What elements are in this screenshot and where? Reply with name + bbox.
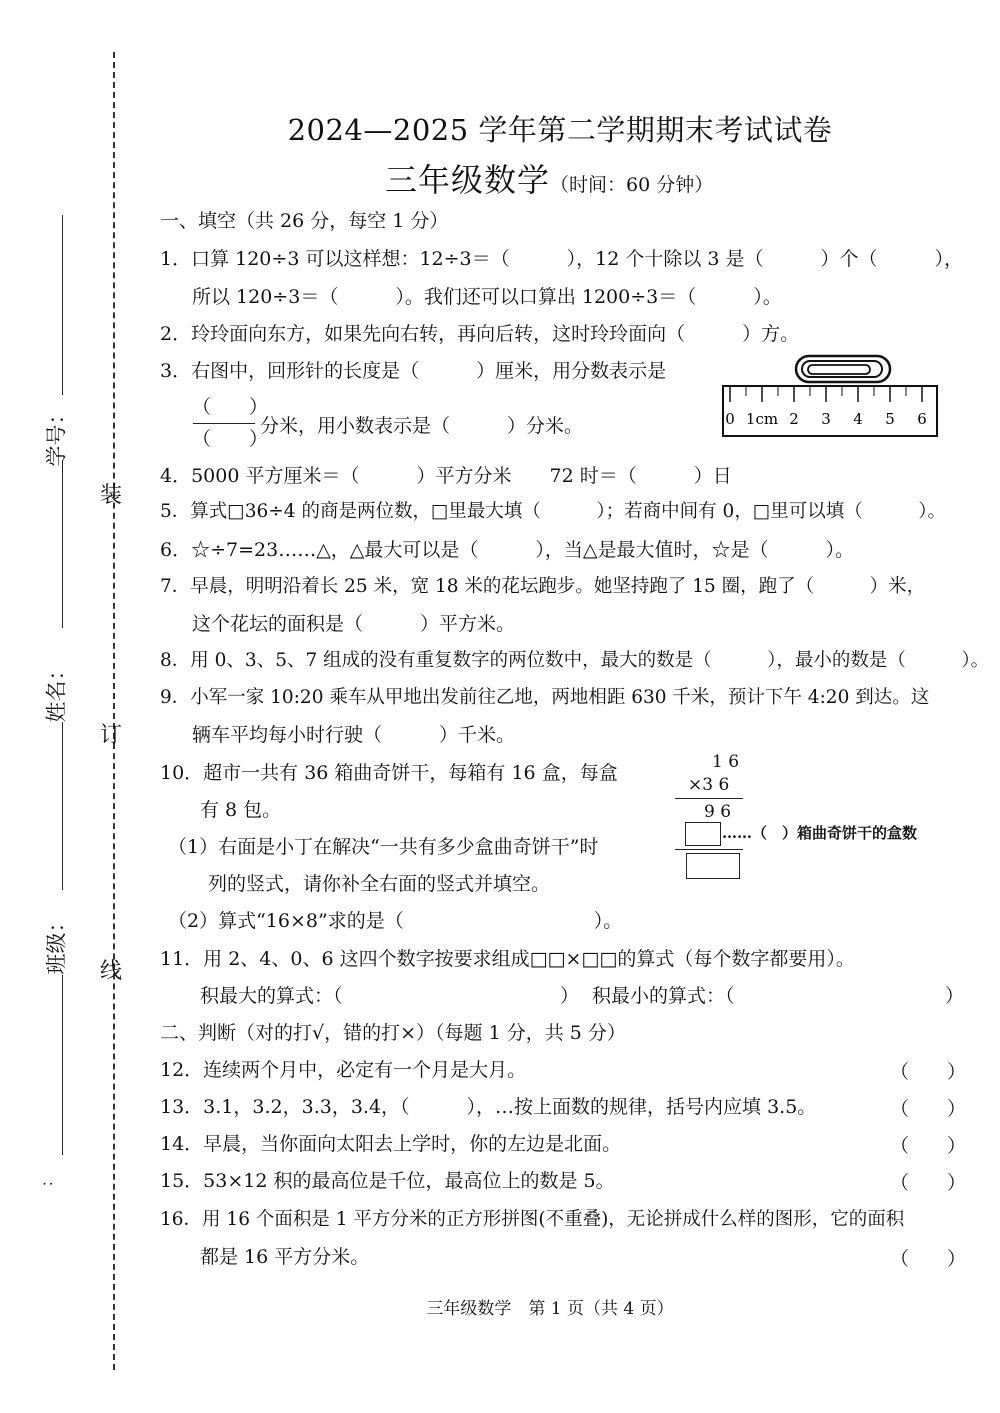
ruler-label: 1cm <box>745 410 779 428</box>
class-blank <box>62 975 63 1155</box>
calc-answer-box2[interactable] <box>686 853 740 879</box>
exam-subject: 三年级数学 <box>385 161 551 199</box>
class-label: 班级： <box>44 911 69 975</box>
exam-time-note: （时间：60 分钟） <box>550 174 714 196</box>
question-12: 12．连续两个月中，必定有一个月是大月。 <box>160 1059 527 1081</box>
question-10-2: （2）算式“16×8”求的是（ ）。 <box>168 910 623 932</box>
calc-row2: ×3 6 <box>688 775 730 795</box>
ruler-label: 6 <box>917 410 927 428</box>
question-6: 6．☆÷7=23……△，△最大可以是（ ），当△是最大值时，☆是（ ）。 <box>160 539 855 561</box>
question-11-min-label: 积最小的算式：（ <box>592 985 735 1007</box>
question-10-line2: 有 8 包。 <box>200 799 282 821</box>
student-id-blank-lower <box>62 460 63 628</box>
question-8: 8．用 0、3、5、7 组成的没有重复数字的两位数中，最大的数是（ ），最小的数是（ ）。 <box>160 650 990 671</box>
question-14: 14．早晨，当你面向太阳去上学时，你的左边是北面。 <box>160 1133 622 1155</box>
question-10-line1: 10．超市一共有 36 箱曲奇饼干，每箱有 16 盒，每盒 <box>160 762 618 784</box>
question-3-line1: 3．右图中，回形针的长度是（ ）厘米，用分数表示是 <box>160 360 667 382</box>
question-1-line2: 所以 120÷3＝（ ）。我们还可以口算出 1200÷3＝（ ）。 <box>192 286 782 308</box>
section1-heading: 一、填空（共 26 分，每空 1 分） <box>160 210 449 232</box>
student-id-label: 学号： <box>44 403 69 467</box>
ruler-label: 2 <box>789 410 799 428</box>
answer-paren-12[interactable]: （ ） <box>890 1061 967 1083</box>
name-blank <box>62 722 63 890</box>
ruler-label: 5 <box>885 410 895 428</box>
calc-note: ……（ ）箱曲奇饼干的盒数 <box>722 824 918 842</box>
question-2: 2．玲玲面向东方，如果先向右转，再向后转，这时玲玲面向（ ）方。 <box>160 323 800 345</box>
answer-paren-13[interactable]: （ ） <box>890 1098 967 1120</box>
binding-char-zhuang: 装 <box>100 483 123 508</box>
calc-row1: 1 6 <box>712 752 740 772</box>
calc-row3: 9 6 <box>704 802 732 822</box>
name-label: 姓名： <box>44 659 69 723</box>
question-3-line2: 分米，用小数表示是（ ）分米。 <box>260 415 584 437</box>
ruler-label: 3 <box>821 410 831 428</box>
school-label: ： <box>37 1171 57 1188</box>
question-3-fraction-bar <box>193 423 255 424</box>
question-9-line2: 辆车平均每小时行驶（ ）千米。 <box>192 724 516 746</box>
binding-char-xian: 线 <box>100 959 123 984</box>
section2-heading: 二、判断（对的打√，错的打×）（每题 1 分，共 5 分） <box>160 1022 626 1044</box>
question-11-min-close: ） <box>945 985 965 1007</box>
answer-paren-15[interactable]: （ ） <box>890 1172 967 1194</box>
question-3-fraction-top: （ ） <box>192 396 269 418</box>
calc-answer-box1[interactable] <box>685 822 721 846</box>
question-5: 5．算式□36÷4 的商是两位数，□里最大填（ ）；若商中间有 0，□里可以填（ ）。 <box>160 501 947 522</box>
question-13: 13．3.1，3.2，3.3，3.4，（ ），…按上面数的规律，括号内应填 3.5。 <box>160 1096 817 1118</box>
question-10-1-line2: 列的竖式，请你补全右面的竖式并填空。 <box>208 873 551 895</box>
question-9-line1: 9．小军一家 10:20 乘车从甲地出发前往乙地，两地相距 630 千米，预计下午 4:20 到达。这 <box>160 687 930 708</box>
answer-paren-14[interactable]: （ ） <box>890 1135 967 1157</box>
ruler-label: 4 <box>853 410 863 428</box>
question-15: 15．53×12 积的最高位是千位，最高位上的数是 5。 <box>160 1170 615 1192</box>
question-1-line1: 1．口算 120÷3 可以这样想：12÷3＝（ ），12 个十除以 3 是（ ）个（ ）， <box>160 248 964 270</box>
student-id-blank <box>62 215 63 395</box>
question-10-1-line1: （1）右面是小丁在解决“一共有多少盒曲奇饼干”时 <box>168 836 599 858</box>
question-11-line1: 11．用 2、4、0、6 这四个数字按要求组成□□×□□的算式（每个数字都要用）。 <box>160 948 855 970</box>
calc-line1 <box>675 798 743 799</box>
question-16-line2: 都是 16 平方分米。 <box>200 1246 370 1268</box>
exam-title: 2024—2025 学年第二学期期末考试试卷 <box>287 113 833 147</box>
question-11-max-close: ） <box>560 985 580 1007</box>
ruler-label: 0 <box>725 410 735 428</box>
question-3-fraction-bottom: （ ） <box>192 428 269 450</box>
ruler-figure <box>722 352 944 440</box>
binding-dashed-line <box>113 52 115 1370</box>
question-11-max-label: 积最大的算式：（ <box>200 985 343 1007</box>
binding-char-ding: 订 <box>100 723 123 748</box>
paperclip-icon <box>722 352 944 440</box>
question-4: 4．5000 平方厘米＝（ ）平方分米 72 时＝（ ）日 <box>160 465 732 487</box>
calc-line2 <box>675 849 743 850</box>
answer-paren-16[interactable]: （ ） <box>890 1248 967 1270</box>
exam-subject-line <box>385 155 713 201</box>
question-16-line1: 16．用 16 个面积是 1 平方分米的正方形拼图(不重叠)，无论拼成什么样的图形，它的面积 <box>160 1209 905 1230</box>
page-footer: 三年级数学 第 1 页（共 4 页） <box>426 1299 674 1319</box>
question-7-line1: 7．早晨，明明沿着长 25 米，宽 18 米的花坛跑步。她坚持跑了 15 圈，跑了（ ）米， <box>160 576 926 597</box>
question-7-line2: 这个花坛的面积是（ ）平方米。 <box>192 613 516 635</box>
